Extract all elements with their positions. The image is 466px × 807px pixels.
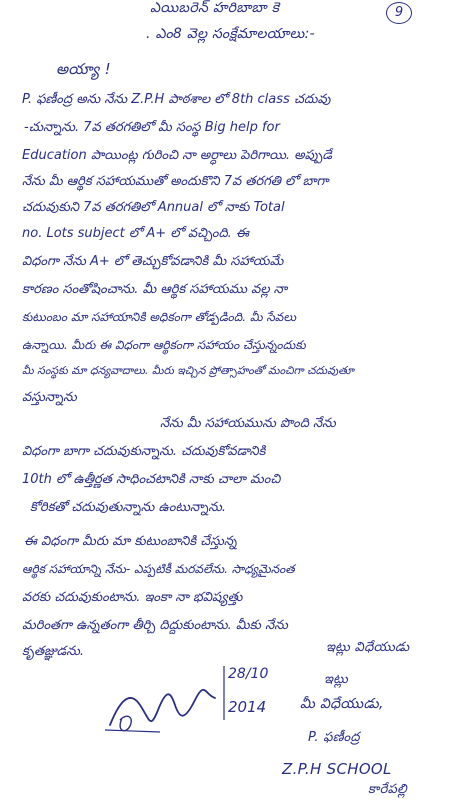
body-line: విధంగా నేను A+ లో తెచ్చుకోవడానికి మీ సహాయమే — [22, 254, 284, 269]
body-line: మీ సంస్థకు మా ధన్యవాదాలు. మీరు ఇచ్చిన ప్రోత్సాహంతో మంచిగా చదువుతూ — [22, 364, 354, 377]
body-line: నేను మీ సహాయమును పొంది నేను — [160, 416, 336, 431]
body-line: వరకు చదువుకుంటాను. ఇంకా నా భవిష్యత్తు — [22, 590, 243, 605]
body-line: -చున్నాను. 7వ తరగతిలో మీ సంస్థ Big help for — [24, 120, 280, 135]
body-line: మరింతగా ఉన్నతంగా తీర్చి దిద్దుకుంటాను. మీకు నేను — [22, 618, 288, 633]
body-line: P. ఫణీంద్ర అను నేను Z.P.H పాఠశాల లో 8th class చదువు — [22, 92, 331, 107]
body-line: వస్తున్నాను — [22, 390, 77, 405]
body-line: ఉన్నాయి. మీరు ఈ విధంగా ఆర్థికంగా సహాయం చేస్తున్నందుకు — [22, 338, 306, 352]
closing-phrase: ఇట్లు విధేయుడు — [326, 640, 410, 655]
body-line: Education పాయింట్ల గురించి నా అర్ధాలు పెరిగాయి. అప్పుడే — [22, 148, 333, 163]
signoff-title: మీ విధేయుడు, — [300, 696, 384, 712]
body-line: కృతజ్ఞుడను. — [22, 644, 85, 659]
body-line: చదువుకుని 7వ తరగతిలో Annual లో నాకు Total — [22, 200, 285, 215]
body-line: no. Lots subject లో A+ లో వచ్చింది. ఈ — [22, 226, 249, 241]
date-day-month: 28/10 — [228, 666, 269, 682]
body-line: కారణం సంతోషించాను. మీ ఆర్థిక సహాయము వల్ల నా — [22, 282, 288, 297]
body-line: 10th లో ఉత్తీర్ణత సాధించటానికి నాకు చాలా మంచి — [22, 472, 281, 487]
signoff-school: Z.P.H SCHOOL — [282, 760, 392, 778]
body-line: విధంగా బాగా చదువుకున్నాను. చదువుకోవడానికి — [22, 444, 266, 459]
salutation: అయ్యా ! — [56, 60, 111, 78]
header-line-1: ఎయిబరెన్‌ హరిబాబా కె — [150, 0, 280, 16]
signoff-label: ఇట్లు — [324, 672, 349, 687]
body-line: ఈ విధంగా మీరు మా కుటుంబానికి చేస్తున్న — [24, 534, 237, 549]
header-line-2: . ఎం8 వెల్ల సంక్షేమాలయాలు:- — [146, 26, 315, 42]
signoff-place: కారేపల్లి — [368, 782, 407, 797]
signoff-name: P. ఫణీంద్ర — [308, 730, 360, 745]
page-number: 9 — [386, 2, 412, 24]
body-line: కోరికతో చదువుతున్నాను ఉంటున్నాను. — [30, 500, 227, 515]
body-line: ఆర్థిక సహాయాన్ని నేను- ఎప్పటికీ మరవలేను. సాధ్యమైనంత — [22, 562, 295, 576]
signature-image — [100, 670, 220, 740]
date-year: 2014 — [228, 698, 267, 716]
date-block — [222, 664, 269, 722]
body-line: నేను మీ ఆర్థిక సహాయముతో అందుకొని 7వ తరగతి లో బాగా — [22, 174, 329, 189]
body-line: కుటుంబం మా సహాయానికి అధికంగా తోడ్పడింది. మీ సేవలు — [22, 310, 296, 324]
